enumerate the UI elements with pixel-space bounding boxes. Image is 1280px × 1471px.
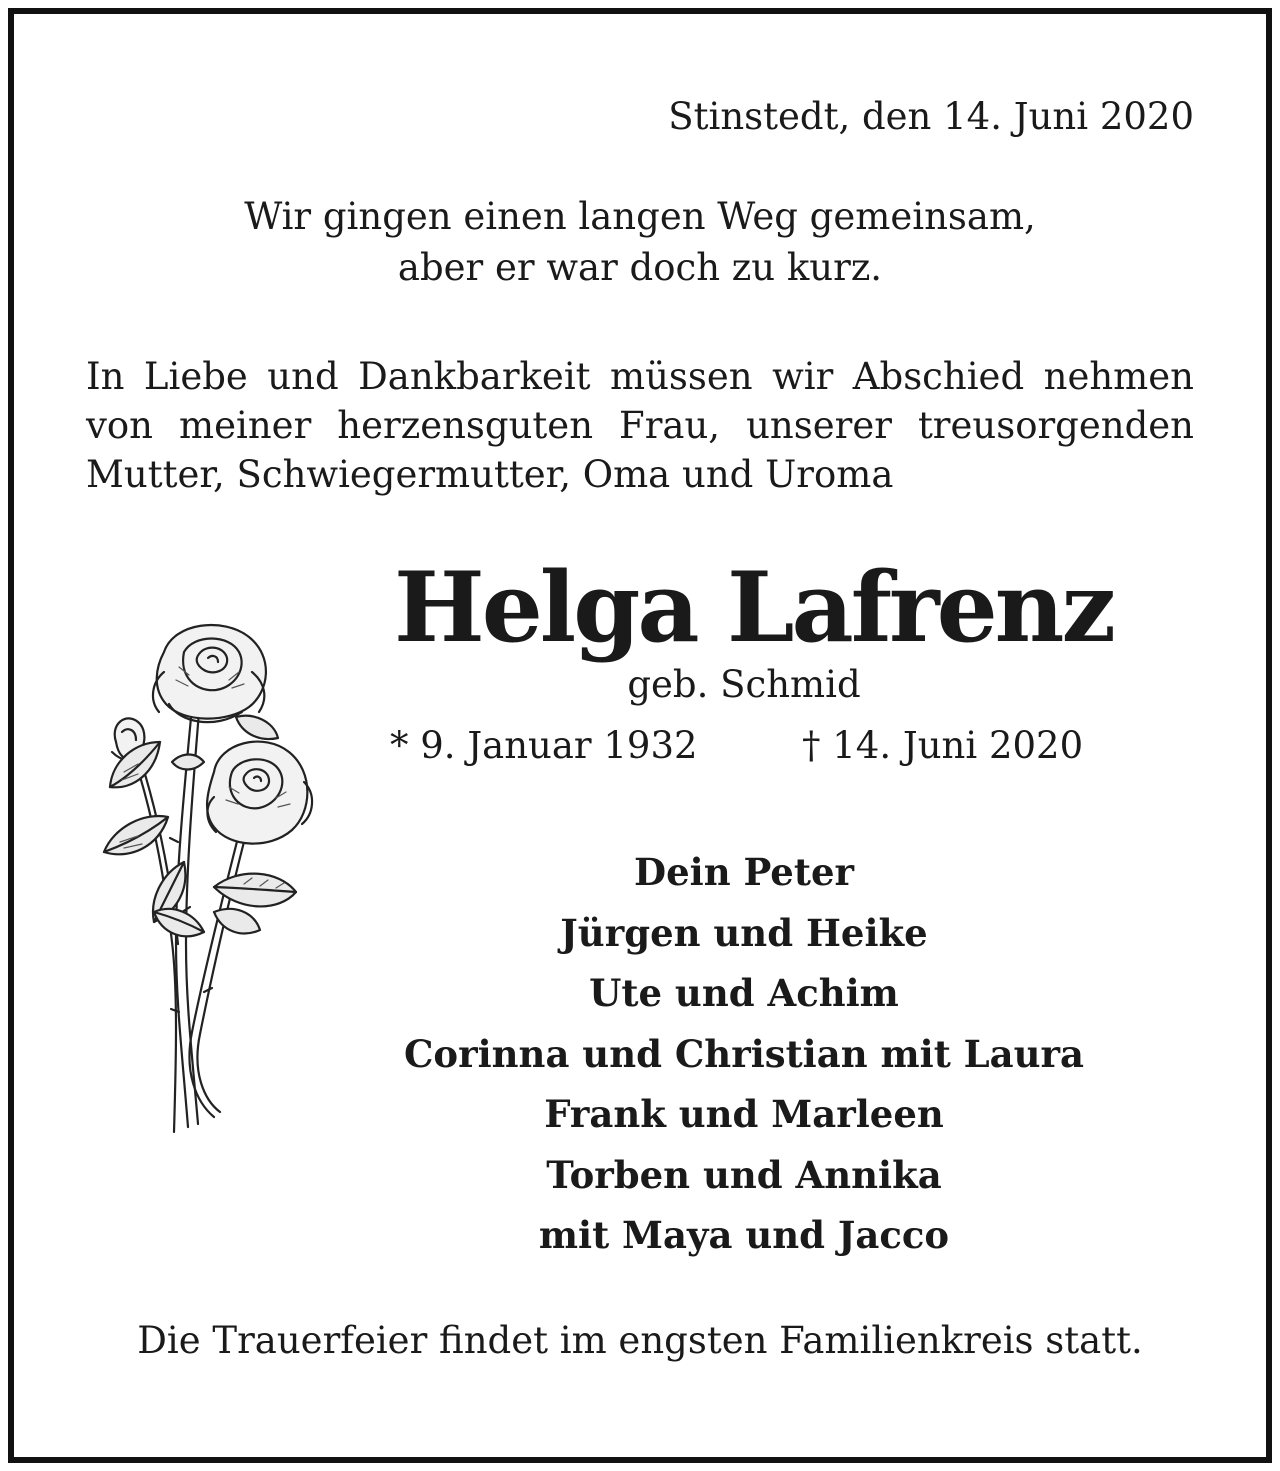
intro-line-1: In Liebe und Dankbarkeit müssen wir Abschied nehmen [86, 355, 1194, 398]
intro-line-2: von meiner herzensguten Frau, unserer treusorgenden [86, 404, 1194, 447]
mourner-line: Frank und Marleen [544, 1092, 944, 1136]
mourner-line: Corinna und Christian mit Laura [403, 1031, 1085, 1076]
birth-name: geb. Schmid [627, 663, 861, 706]
deceased-name: Helga Lafrenz [394, 551, 1113, 664]
mourner-line: mit Maya und Jacco [538, 1213, 950, 1257]
rose-illustration-icon [64, 612, 324, 1142]
mourner-line: Jürgen und Heike [560, 910, 928, 955]
death-date: † 14. Juni 2020 [802, 724, 1084, 767]
birth-date: * 9. Januar 1932 [390, 724, 698, 767]
closing-note: Die Trauerfeier findet im engsten Familienkreis statt. [137, 1319, 1143, 1362]
motto-line-1: Wir gingen einen langen Weg gemeinsam, [244, 195, 1036, 238]
motto-line-2: aber er war doch zu kurz. [397, 246, 883, 289]
place-date: Stinstedt, den 14. Juni 2020 [668, 95, 1194, 138]
mourner-line: Torben und Annika [546, 1152, 942, 1197]
mourners-list [394, 848, 1094, 1272]
mourner-line: Dein Peter [634, 850, 854, 894]
mourner-line: Ute und Achim [589, 971, 899, 1015]
intro-line-3: Mutter, Schwiegermutter, Oma und Uroma [86, 453, 894, 496]
